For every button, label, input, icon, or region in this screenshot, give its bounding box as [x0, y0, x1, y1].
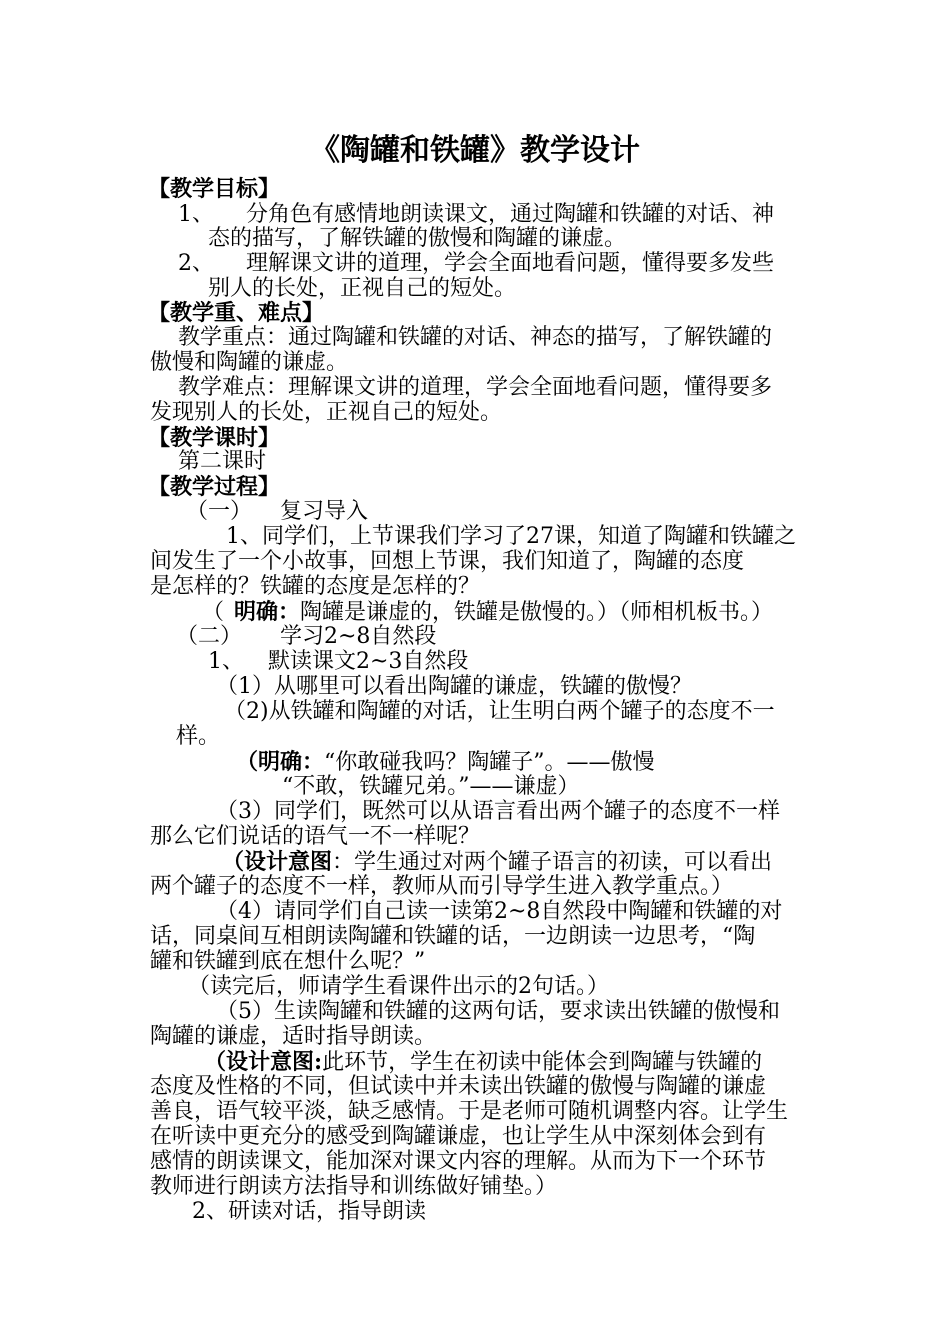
lesson-value: 第二课时 [178, 449, 267, 474]
answer-label: （明确： [236, 749, 325, 775]
intent-2-line-1 [204, 1051, 762, 1074]
intent-2-line-5: 感情的朗读课文，能加深对课文内容的理解。从而为下一个环节 [150, 1149, 767, 1174]
lesson-heading: 【教学课时】 [148, 425, 281, 451]
reading-note: （读完后，师请学生看课件出示的2句话。） [188, 974, 609, 999]
intent-1-line-1 [222, 851, 772, 874]
document-title: 《陶罐和铁罐》教学设计 [310, 133, 640, 168]
section-2-number: （二） [176, 624, 243, 649]
section-1-number: （一） [186, 499, 253, 524]
goal-1-line-2: 态的描写，了解铁罐的傲慢和陶罐的谦虚。 [208, 226, 627, 251]
intent-2-text: 此环节，学生在初读中能体会到陶罐与铁罐的 [322, 1050, 763, 1075]
answer-line-1 [236, 751, 655, 774]
difficult-point-line-1: 教学难点：理解课文讲的道理，学会全面地看问题，懂得要多 [178, 375, 773, 400]
review-answer-text: 陶罐是谦虚的，铁罐是傲慢的。）（师相机板书。） [300, 600, 774, 625]
review-answer-open: （ [202, 600, 225, 625]
step-1-title: 默读课文2~3自然段 [268, 649, 469, 674]
intent-2-line-2: 态度及性格的不同，但试读中并未读出铁罐的傲慢与陶罐的谦虚 [150, 1074, 767, 1099]
intent-2-line-4: 在听读中更充分的感受到陶罐谦虚，也让学生从中深刻体会到有 [150, 1124, 767, 1149]
step-2-title: 2、研读对话，指导朗读 [192, 1199, 426, 1224]
intent-2-label: （设计意图: [204, 1049, 323, 1075]
question-2-line-2: 样。 [176, 724, 221, 749]
question-3-line-2: 那么它们说话的语气一不一样呢？ [150, 824, 481, 849]
goal-1-number: 1、 [178, 202, 214, 227]
review-line-3: 是怎样的？铁罐的态度是怎样的？ [150, 574, 481, 599]
question-3-line-1: （3）同学们，既然可以从语言看出两个罐子的态度不一样 [216, 799, 780, 824]
answer-text-1: “你敢碰我吗？陶罐子”。——傲慢 [324, 750, 655, 775]
question-5-line-2: 陶罐的谦虚，适时指导朗读。 [150, 1024, 437, 1049]
key-points-heading: 【教学重、难点】 [148, 300, 325, 326]
goals-heading: 【教学目标】 [148, 176, 281, 202]
question-4-line-2: 话，同桌间互相朗读陶罐和铁罐的话，一边朗读一边思考，“陶 [150, 924, 756, 949]
difficult-point-line-2: 发现别人的长处，正视自己的短处。 [150, 400, 503, 425]
answer-line-2: “不敢，铁罐兄弟。”——谦虚） [282, 774, 580, 799]
intent-2-line-3: 善良，语气较平淡，缺乏感情。于是老师可随机调整内容。让学生 [150, 1099, 789, 1124]
intent-1-text: ：学生通过对两个罐子语言的初读，可以看出 [332, 850, 773, 875]
section-1-title: 复习导入 [280, 499, 369, 524]
review-line-2: 间发生了一个小故事，回想上节课，我们知道了，陶罐的态度 [150, 549, 745, 574]
review-answer [202, 601, 773, 624]
question-4-line-1: （4）请同学们自己读一读第2~8自然段中陶罐和铁罐的对 [216, 899, 783, 924]
process-heading: 【教学过程】 [148, 474, 281, 500]
question-5-line-1: （5）生读陶罐和铁罐的这两句话，要求读出铁罐的傲慢和 [216, 999, 780, 1024]
goal-1-line-1: 分角色有感情地朗读课文，通过陶罐和铁罐的对话、神 [246, 202, 775, 227]
goal-2-number: 2、 [178, 251, 214, 276]
question-1: （1）从哪里可以看出陶罐的谦虚，铁罐的傲慢？ [216, 674, 692, 699]
intent-1-label: （设计意图 [222, 849, 333, 875]
goal-2-line-2: 别人的长处，正视自己的短处。 [208, 276, 517, 301]
section-2-title: 学习2~8自然段 [280, 624, 437, 649]
key-point-line-2: 傲慢和陶罐的谦虚。 [150, 350, 349, 375]
review-answer-label: 明确： [234, 599, 301, 625]
intent-2-line-6: 教师进行朗读方法指导和训练做好铺垫。） [150, 1174, 558, 1199]
review-line-1: 1、同学们，上节课我们学习了27课，知道了陶罐和铁罐之 [226, 524, 796, 549]
question-2-line-1: （2)从铁罐和陶罐的对话，让生明白两个罐子的态度不一 [224, 699, 775, 724]
goal-2-line-1: 理解课文讲的道理，学会全面地看问题，懂得要多发些 [246, 251, 775, 276]
intent-1-line-2: 两个罐子的态度不一样，教师从而引导学生进入教学重点。） [150, 874, 734, 899]
step-1-number: 1、 [208, 649, 244, 674]
question-4-line-3: 罐和铁罐到底在想什么呢？” [150, 949, 426, 974]
key-point-line-1: 教学重点：通过陶罐和铁罐的对话、神态的描写，了解铁罐的 [178, 325, 773, 350]
